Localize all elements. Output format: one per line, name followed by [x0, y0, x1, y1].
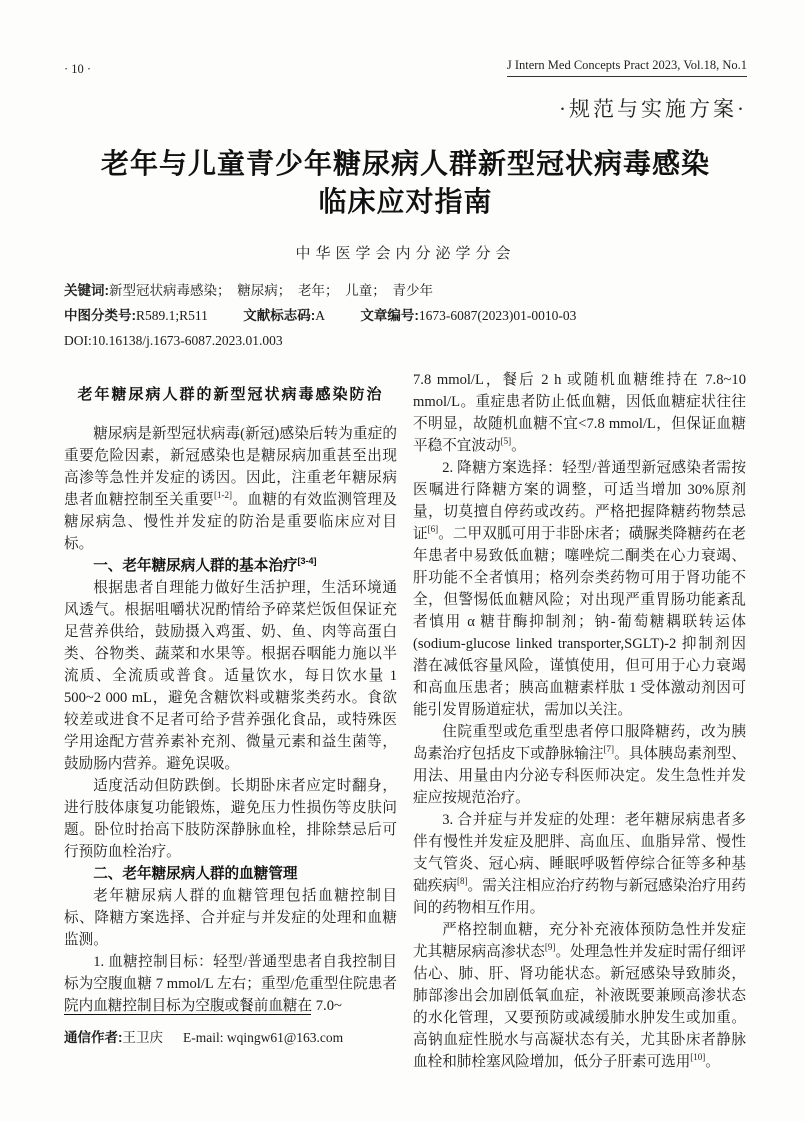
keywords-label: 关键词:	[64, 283, 109, 298]
article-no-pair	[360, 308, 576, 323]
paragraph: 老年糖尿病人群的血糖管理包括血糖控制目标、降糖方案选择、合并症与并发症的处理和血糖监测。	[64, 888, 397, 948]
correspondence-footnote	[64, 1014, 424, 1046]
article-body	[64, 369, 747, 1073]
clc-value: R589.1;R511	[136, 308, 208, 323]
journal-reference: J Intern Med Concepts Pract 2023, Vol.18, No.1	[507, 58, 747, 77]
doi-line: DOI:10.16138/j.1673-6087.2023.01.003	[64, 333, 283, 348]
keywords-line	[64, 278, 747, 303]
sub-section-heading: 二、老年糖尿病人群的血糖管理	[93, 866, 298, 882]
paragraph: 1. 血糖控制目标：轻型/普通型患者自我控制目标为空腹血糖 7 mmol/L 左右；重型/危重型住院患者院内血糖控制目标为空腹或餐前血糖在 7.0~	[64, 954, 397, 1014]
sub-section-heading: 一、老年糖尿病人群的基本治疗[3-4]	[93, 556, 317, 574]
keywords-value: 新型冠状病毒感染； 糖尿病； 老年； 儿童； 青少年	[109, 283, 433, 298]
doc-code-value: A	[315, 308, 326, 323]
clc-label: 中图分类号:	[64, 308, 136, 323]
reference-marker: [10]	[690, 1052, 706, 1063]
article-title	[64, 145, 747, 221]
reference-marker: [7]	[603, 744, 615, 755]
author-affiliation: 中华医学会内分泌学分会	[295, 246, 516, 262]
doc-code-label: 文献标志码:	[243, 308, 316, 323]
column-section-label: ·规范与实施方案·	[559, 97, 747, 121]
section-heading: 老年糖尿病人群的新型冠状病毒感染防治	[77, 386, 384, 403]
corresponding-author-name: 王卫庆	[122, 1030, 163, 1045]
paragraph: 3. 合并症与并发症的处理：老年糖尿病患者多伴有慢性并发症及肥胖、高血压、血脂异常、慢性支气管炎、冠心病、睡眠呼吸暂停综合征等多种基础疾病[8]。需关注相应治疗药物与新冠感染治疗用药间的药物相互作用。	[413, 812, 746, 916]
reference-marker: [5]	[500, 436, 512, 447]
page-header	[64, 58, 747, 77]
paragraph: 严格控制血糖，充分补充液体预防急性并发症尤其糖尿病高渗状态[9]。处理急性并发症时需仔细评估心、肺、肝、肾功能状态。新冠感染导致肺炎，肺部渗出会加剧低氧血症，补液既要兼顾高渗状态的水化管理，又要预防或减缓肺水肿发生或加重。高钠血症性脱水与高凝状态有关，尤其卧床者静脉血栓和肺栓塞风险增加，低分子肝素可选用[10]。	[413, 922, 746, 1070]
paragraph: 糖尿病是新型冠状病毒(新冠)感染后转为重症的重要危险因素，新冠感染也是糖尿病加重甚至出现高渗等急性并发症的诱因。因此，注重老年糖尿病患者血糖控制至关重要[1-2]。血糖的有效监测管理及糖尿病急、慢性并发症的防治是重要临床应对目标。	[64, 426, 397, 552]
corresponding-author-email: E-mail: wqingw61@163.com	[183, 1030, 344, 1045]
reference-marker: [9]	[544, 942, 556, 953]
doc-code-pair	[243, 308, 325, 323]
corresponding-author-label: 通信作者:	[64, 1030, 123, 1045]
article-no-label: 文章编号:	[360, 308, 419, 323]
footnote-divider	[64, 1014, 311, 1015]
page-number: · 10 ·	[64, 62, 92, 76]
paragraph: 7.8 mmol/L，餐后 2 h 或随机血糖维持在 7.8~10 mmol/L。重症患者防止低血糖，因低血糖症状往往不明显，故随机血糖不宜<7.8 mmol/L，但保证血糖平稳不宜波动[5]。	[413, 372, 746, 454]
article-meta	[64, 278, 747, 353]
article-title-line2: 临床应对指南	[318, 186, 493, 217]
classification-line	[64, 303, 747, 328]
article-no-value: 1673-6087(2023)01-0010-03	[418, 308, 577, 323]
paragraph: 适度活动但防跌倒。长期卧床者应定时翻身，进行肢体康复功能锻炼，避免压力性损伤等皮肤问题。卧位时抬高下肢防深静脉血栓，排除禁忌后可行预防血栓治疗。	[64, 778, 397, 860]
reference-marker: [8]	[456, 876, 468, 887]
paragraph: 2. 降糖方案选择：轻型/普通型新冠感染者需按医嘱进行降糖方案的调整，可适当增加 30%原剂量，切莫擅自停药或改药。严格把握降糖药物禁忌证[6]。二甲双胍可用于非卧床者；磺脲类降糖药在老年患者中易致低血糖；噻唑烷二酮类在心力衰竭、肝功能不全者慎用；格列奈类药物可用于肾功能不全，但警惕低血糖风险；对出现严重胃肠功能紊乱者慎用 α 糖苷酶抑制剂；钠-葡萄糖耦联转运体(sodium-glucose linked transporter,SGLT)-2 抑制剂因潜在减低容量风险，谨慎使用，但可用于心力衰竭和高血压患者；胰高血糖素样肽 1 受体激动剂因可能引发胃肠道症状，需加以关注。	[413, 460, 746, 718]
left-column	[64, 369, 397, 1073]
paragraph: 住院重型或危重型患者停口服降糖药，改为胰岛素治疗包括皮下或静脉输注[7]。具体胰岛素剂型、用法、用量由内分泌专科医师决定。发生急性并发症应按规范治疗。	[413, 724, 746, 806]
clc-pair	[64, 308, 208, 323]
right-column	[413, 369, 746, 1073]
article-title-line1: 老年与儿童青少年糖尿病人群新型冠状病毒感染	[100, 148, 710, 179]
reference-marker: [6]	[427, 524, 439, 535]
reference-marker: [1-2]	[214, 490, 232, 501]
paragraph: 根据患者自理能力做好生活护理，生活环境通风透气。根据咀嚼状况酌情给予碎菜烂饭但保证充足营养供给，鼓励摄入鸡蛋、奶、鱼、肉等高蛋白类、谷物类、蔬菜和水果等。根据吞咽能力施以半流质、全流质或普食。适量饮水，每日饮水量 1 500~2 000 mL，避免含糖饮料或糖浆类药水。食欲较差或进食不足者可给予营养强化食品，或特殊医学用途配方营养素补充剂、微量元素和益生菌等，鼓励肠内营养。避免误吸。	[64, 580, 397, 772]
footnote-text	[64, 1026, 424, 1046]
reference-marker: [3-4]	[297, 556, 317, 567]
